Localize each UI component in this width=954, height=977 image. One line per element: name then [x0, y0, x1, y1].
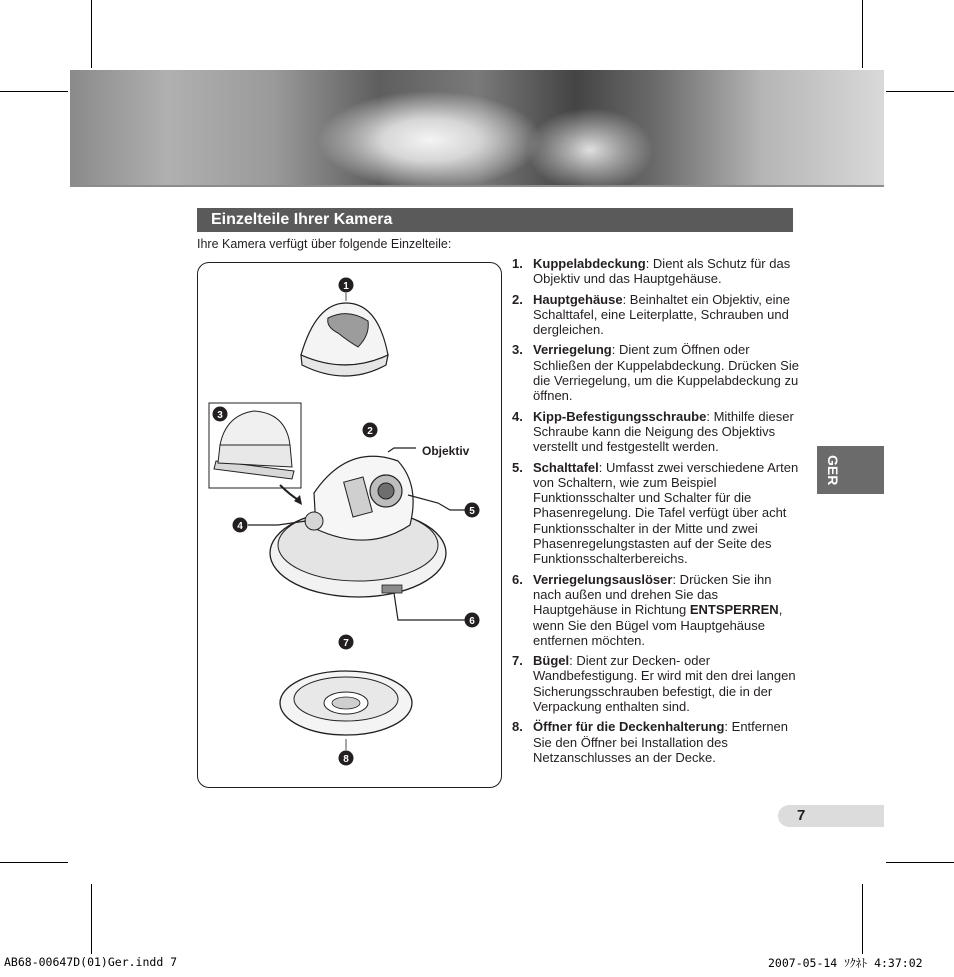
callout-1-label: 1	[343, 281, 349, 292]
item-number: 8.	[512, 719, 523, 735]
item-text: : Dient zur Decken- oder Wandbefestigung. Er wird mit den drei langen Sicherungsschrauben befestigt, die in der Verpackung enthalten sind.	[533, 653, 796, 715]
item-number: 7.	[512, 653, 523, 669]
slug-file-info: AB68-00647D(01)Ger.indd 7	[4, 955, 178, 969]
item-text: : Entfernen Sie den Öffner bei Installation des Netzanschlusses an der Decke.	[533, 719, 789, 765]
header-banner-image	[70, 70, 884, 187]
item-text: : Beinhaltet ein Objektiv, eine Schalttafel, eine Leiterplatte, Schrauben und dergleichen.	[533, 291, 790, 338]
objektiv-label: Objektiv	[422, 444, 470, 458]
callout-4-label: 4	[237, 521, 243, 532]
item-number: 6.	[512, 571, 523, 587]
dome-cover-drawing	[301, 303, 388, 376]
bracket-drawing	[280, 671, 412, 735]
crop-mark	[886, 862, 954, 863]
item-text: : Mithilfe dieser Schraube kann die Neigung des Objektivs verstellt und festgestellt werden.	[533, 408, 794, 455]
camera-parts-figure	[197, 262, 502, 788]
item-term: Schalttafel	[533, 459, 599, 475]
item-number: 4.	[512, 408, 523, 424]
section-heading-bar	[197, 208, 793, 232]
callout-3-label: 3	[217, 410, 223, 421]
slug-timestamp: 2007-05-14 ｿｸﾈﾄ 4:37:02	[768, 956, 923, 970]
item-number: 5.	[512, 459, 523, 475]
item-number: 2.	[512, 291, 523, 307]
crop-mark	[91, 0, 92, 68]
section-title: Einzelteile Ihrer Kamera	[211, 211, 393, 228]
intro-text: Ihre Kamera verfügt über folgende Einzelteile:	[197, 237, 452, 251]
item-number: 1.	[512, 256, 523, 271]
item-text: , wenn Sie den Bügel vom Hauptgehäuse entfernen möchten.	[533, 602, 783, 648]
camera-illustration	[198, 263, 501, 787]
item-text: : Drücken Sie ihn nach außen und drehen Sie das Hauptgehäuse in Richtung	[533, 571, 772, 618]
item-text: : Umfasst zwei verschiedene Arten von Schaltern, wie zum Beispiel Funktionsschalter und Schalter für die Phasenregelung. Die Tafel verfügt über acht Funktionsschalter in der Mitte und zwei Phasenregelungstasten auf der Seite des Funktionsschalterbereichs.	[533, 459, 799, 567]
item-text: : Dient zum Öffnen oder Schließen der Kuppelabdeckung. Drücken Sie die Verriegelung, um die Kuppelabdeckung zu öffnen.	[533, 342, 799, 404]
callout-5-label: 5	[469, 506, 475, 517]
page-number-bar	[778, 805, 884, 827]
item-term: Kuppelabdeckung	[533, 256, 646, 271]
list-item	[512, 409, 802, 455]
crop-mark	[862, 884, 863, 954]
list-item	[512, 460, 802, 567]
crop-mark	[886, 91, 954, 92]
callout-2-label: 2	[367, 426, 373, 437]
item-term: Hauptgehäuse	[533, 291, 623, 307]
callout-7-label: 7	[343, 638, 349, 649]
item-number: 3.	[512, 342, 523, 358]
parts-list	[512, 256, 802, 770]
list-item	[512, 292, 802, 338]
list-item	[512, 572, 802, 648]
crop-mark	[0, 91, 68, 92]
callout-8-label: 8	[343, 754, 349, 765]
item-term: Verriegelung	[533, 342, 612, 358]
item-term: Bügel	[533, 653, 570, 669]
crop-mark	[862, 0, 863, 68]
list-item	[512, 653, 802, 714]
page-number: 7	[797, 807, 806, 824]
crop-mark	[0, 862, 68, 863]
crop-mark	[91, 884, 92, 954]
list-item	[512, 342, 802, 403]
item-text: : Dient als Schutz für das Objektiv und das Hauptgehäuse.	[533, 256, 791, 287]
item-term: Öffner für die Deckenhalterung	[533, 719, 725, 735]
list-item	[512, 256, 802, 287]
language-tab	[817, 446, 884, 494]
item-term: Kipp-Befestigungsschraube	[533, 408, 707, 424]
language-tab-label: GER	[825, 454, 841, 486]
item-term: Verriegelungsauslöser	[533, 571, 673, 587]
item-term-unlock: ENTSPERREN	[689, 602, 779, 618]
callout-6-label: 6	[469, 616, 475, 627]
banner-divider	[70, 185, 884, 187]
list-item	[512, 719, 802, 765]
